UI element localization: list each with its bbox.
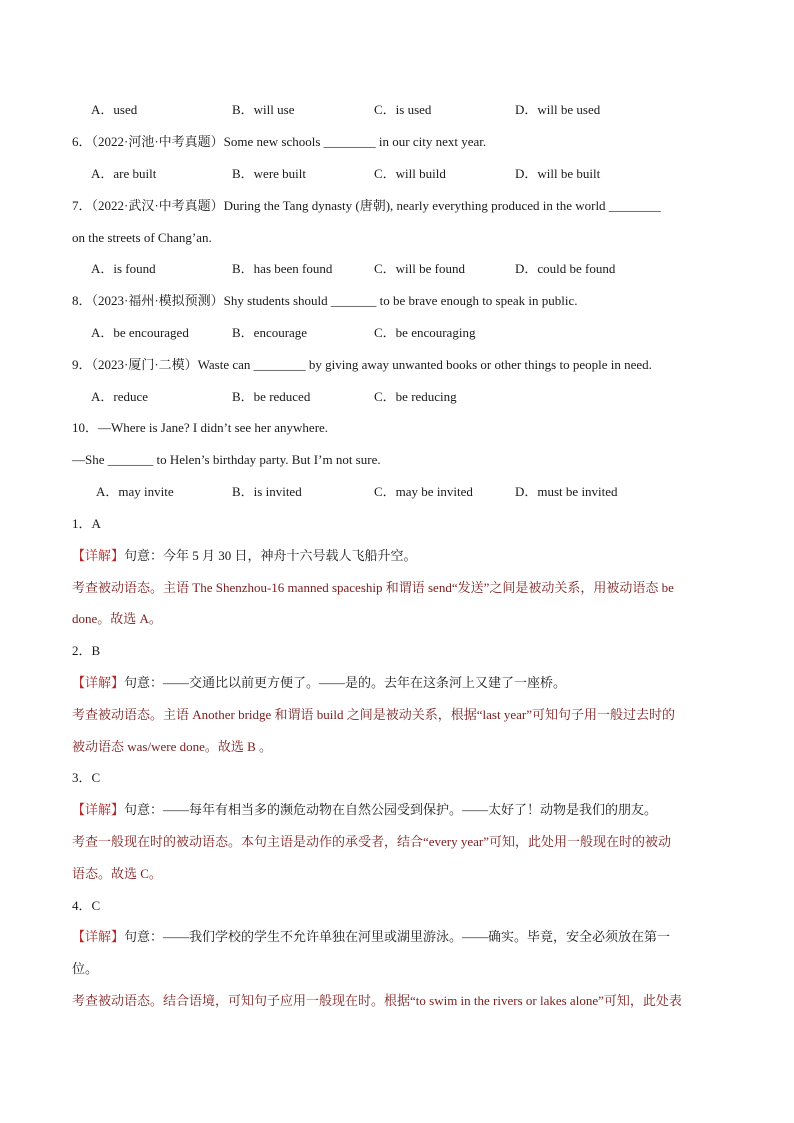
answer-2-number: 2．B (72, 643, 101, 658)
answer-4-explanation-line1: 考查被动语态。结合语境，可知句子应用一般现在时。根据“to swim in the rivers or lakes alone”可知，此处表 (72, 993, 682, 1008)
q7-option-b: B．has been found (232, 261, 333, 276)
answer-2-explanation-line1: 考查被动语态。主语 Another bridge 和谓语 build 之间是被动关系，根据“last year”可知句子用一般过去时的 (72, 707, 675, 722)
answer-1-explanation-line1: 考查被动语态。主语 The Shenzhou-16 manned spaceship 和谓语 send“发送”之间是被动关系，用被动语态 be (72, 580, 674, 595)
q9-option-c: C．be reducing (374, 389, 457, 404)
q10-option-d: D．must be invited (515, 484, 618, 499)
q10-stem-line1: 10．—Where is Jane? I didn’t see her anywhere. (72, 420, 329, 435)
q5-option-a: A．used (91, 102, 138, 117)
detail-bracket: 【详解】 (72, 548, 125, 563)
q10-stem-line2: —She _______ to Helen’s birthday party. But I’m not sure. (72, 452, 381, 467)
q7-option-a: A．is found (91, 261, 156, 276)
q6-option-b: B．were built (232, 166, 307, 181)
q5-option-b: B．will use (232, 102, 295, 117)
q9-stem: 9．（2023·厦门·二模）Waste can ________ by giving away unwanted books or other things to people in need. (72, 357, 652, 372)
q7-option-c: C．will be found (374, 261, 465, 276)
answer-1-explanation-line2: done。故选 A。 (72, 611, 162, 626)
answer-1-number: 1．A (72, 516, 101, 531)
q8-option-c: C．be encouraging (374, 325, 476, 340)
q8-stem: 8．（2023·福州·模拟预测）Shy students should _______ to be brave enough to speak in public. (72, 293, 578, 308)
answer-1-meaning-text: 句意：今年 5 月 30 日，神舟十六号载人飞船升空。 (124, 548, 417, 563)
q10-option-c: C．may be invited (374, 484, 473, 499)
q7-option-d: D．could be found (515, 261, 616, 276)
q6-option-d: D．will be built (515, 166, 601, 181)
q8-option-a: A．be encouraged (91, 325, 189, 340)
q9-option-a: A．reduce (91, 389, 149, 404)
q10-option-a: A．may invite (96, 484, 174, 499)
q6-stem: 6．（2022·河池·中考真题）Some new schools ________ in our city next year. (72, 134, 487, 149)
q7-stem-line1: 7．（2022·武汉·中考真题）During the Tang dynasty (唐朝), nearly everything produced in the world ________ (72, 198, 661, 213)
answer-2-meaning (72, 674, 566, 692)
q6-option-a: A．are built (91, 166, 157, 181)
answer-4-meaning-text: 句意：——我们学校的学生不允许单独在河里或湖里游泳。——确实。毕竟，安全必须放在第一 (124, 929, 671, 944)
answer-4-meaning-line2: 位。 (72, 961, 99, 976)
detail-bracket: 【详解】 (72, 675, 125, 690)
q5-option-d: D．will be used (515, 102, 601, 117)
q10-option-b: B．is invited (232, 484, 302, 499)
answer-3-number: 3．C (72, 770, 101, 785)
detail-bracket: 【详解】 (72, 929, 125, 944)
answer-4-meaning (72, 928, 670, 946)
answer-3-explanation-line2: 语态。故选 C。 (72, 866, 162, 881)
q9-option-b: B．be reduced (232, 389, 311, 404)
answer-2-meaning-text: 句意：——交通比以前更方便了。——是的。去年在这条河上又建了一座桥。 (124, 675, 567, 690)
detail-bracket: 【详解】 (72, 802, 125, 817)
answer-1-meaning (72, 547, 417, 565)
q7-stem-line2: on the streets of Chang’an. (72, 230, 212, 245)
answer-2-explanation-line2: 被动语态 was/were done。故选 B 。 (72, 739, 273, 754)
q6-option-c: C．will build (374, 166, 446, 181)
answer-3-explanation-line1: 考查一般现在时的被动语态。本句主语是动作的承受者，结合“every year”可知，此处用一般现在时的被动 (72, 834, 672, 849)
answer-3-meaning-text: 句意：——每年有相当多的濒危动物在自然公园受到保护。——太好了！动物是我们的朋友。 (124, 802, 658, 817)
q5-option-c: C．is used (374, 102, 432, 117)
answer-3-meaning (72, 801, 657, 819)
answer-4-number: 4．C (72, 898, 101, 913)
q8-option-b: B．encourage (232, 325, 308, 340)
